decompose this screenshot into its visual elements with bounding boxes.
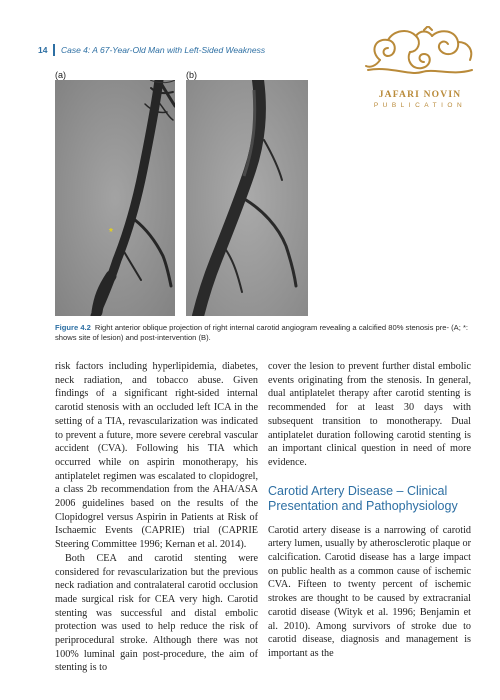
figure-caption-label: Figure 4.2 [55,323,91,332]
figure-caption [55,323,473,344]
body-paragraph: risk factors including hyperlipidemia, diabetes, neck radiation, and tobacco abuse. Given findings of a significant right-sided internal carotid stenosis with an occluded left ICA in the setting of a TIA, revascularization was indicated to prevent a future, more severe cerebral vascular accident (CVA). Following his TIA which occurred while on aspirin monotherapy, his antiplatelet regimen was escalated to clopidogrel, a class 2b recommendation from the AHA/ASA 2006 guidelines based on the results of the Clopidogrel versus Aspirin in Patients at Risk of Ischaemic Events (CAPRIE) trial (CAPRIE Steering Committee 1996; Kernan et al. 2014). [55,361,258,551]
angiogram-panel-a [55,80,175,316]
running-header [38,44,265,56]
running-title: Case 4: A 67-Year-Old Man with Left-Sided Weakness [60,45,266,55]
page-number: 14 [38,45,48,55]
publisher-subtitle: PUBLICATION [373,102,467,109]
angiogram-b-image [186,80,308,316]
panel-a-label: (a) [55,70,66,80]
angiogram-a-image [55,80,175,316]
publisher-logo-emblem-icon [360,26,480,88]
left-column [55,360,258,675]
figure-caption-text: Right anterior oblique projection of right internal carotid angiogram revealing a calcified 80% stenosis pre- (A; *: shows site of lesion) and post-intervention (B). [55,323,469,343]
publisher-name: JAFARI NOVIN [378,90,462,100]
right-column [268,360,471,661]
body-paragraph: Both CEA and carotid stenting were considered for revascularization but the previous neck radiation and contralateral carotid occlusion made surgical risk for CEA very high. Carotid stenting was successful and distal embolic protection was used to help reduce the risk of periprocedural stroke. Although there was not 100% luminal gain post-procedure, the aim of stenting is to [55,552,258,674]
body-paragraph: Carotid artery disease is a narrowing of carotid artery lumen, usually by atherosclerotic plaque or calcification. Carotid disease has a large impact on public health as a common cause of ischemic CVA. Fifteen to twenty percent of ischemic strokes are thought to be caused by extracranial carotid disease (Wityk et al. 1996; Benjamin et al. 2010). Among survivors of stroke due to carotid disease, diagnosis and management is important as the [268,524,471,659]
body-paragraph: cover the lesion to prevent further distal embolic events originating from the stenosis. In general, dual antiplatelet therapy after carotid stenting is recommended for at least 30 days with subsequent transition to monotherapy. Dual antiplatelet duration following carotid stenting is an important clinical question in need of more evidence. [268,361,471,468]
publisher-logo [350,26,490,126]
panel-b-label: (b) [186,70,197,80]
angiogram-panel-b [186,80,308,316]
section-heading: Carotid Artery Disease – Clinical Presentation and Pathophysiology [268,483,458,513]
header-divider [53,44,55,56]
lesion-marker: * [109,227,113,238]
